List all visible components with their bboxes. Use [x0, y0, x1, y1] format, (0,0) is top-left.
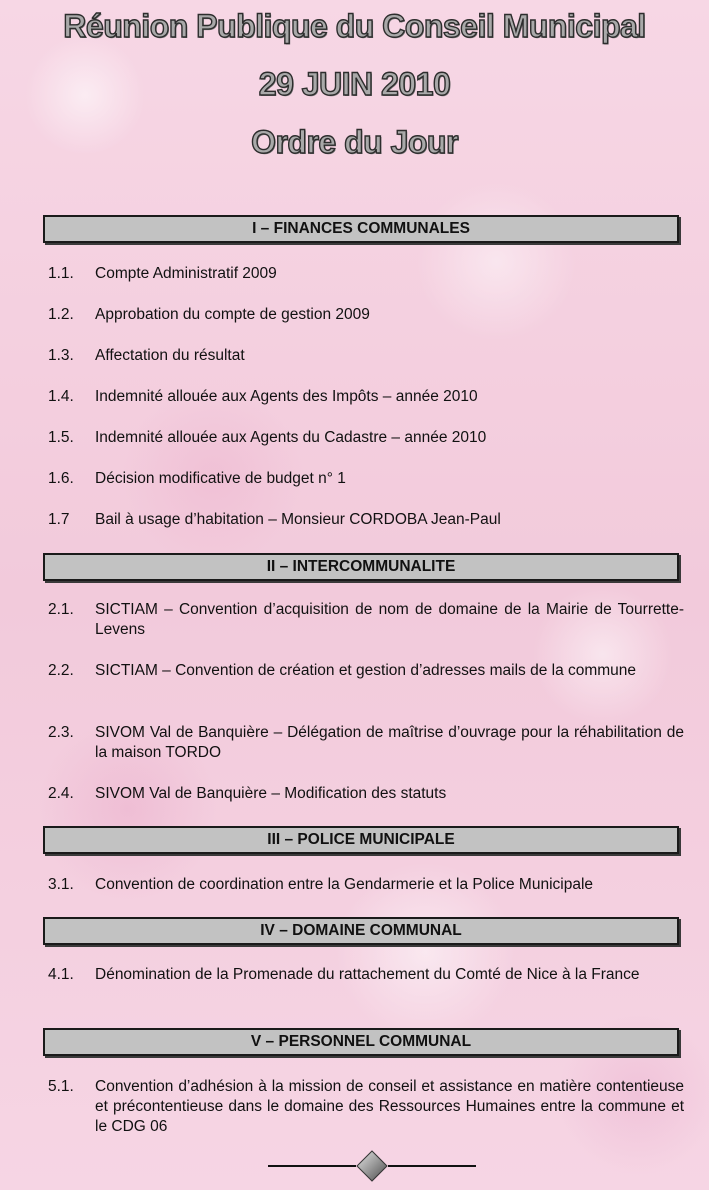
item-text: SICTIAM – Convention de création et gestion d’adresses mails de la commune	[95, 662, 637, 679]
section-heading-police: III – POLICE MUNICIPALE	[43, 826, 679, 854]
item-text: Indemnité allouée aux Agents du Cadastre – année 2010	[95, 429, 487, 446]
item-number: 1.1.	[48, 265, 74, 282]
item-text: Affectation du résultat	[95, 347, 245, 364]
item-text: Approbation du compte de gestion 2009	[95, 306, 370, 323]
item-number: 3.1.	[48, 876, 74, 893]
list-item	[48, 661, 684, 681]
section-heading-personnel: V – PERSONNEL COMMUNAL	[43, 1028, 679, 1056]
list-item	[48, 305, 684, 325]
item-text: SIVOM Val de Banquière – Modification des statuts	[95, 785, 447, 802]
item-number: 1.7	[48, 511, 70, 528]
list-item	[48, 469, 684, 489]
item-number: 1.6.	[48, 470, 74, 487]
list-item	[48, 784, 684, 804]
item-number: 2.4.	[48, 785, 74, 802]
item-number: 2.3.	[48, 724, 74, 741]
list-item	[48, 428, 684, 448]
list-item	[48, 1077, 684, 1137]
list-item	[48, 600, 684, 640]
diamond-ornament-icon	[268, 1148, 476, 1182]
item-number: 1.3.	[48, 347, 74, 364]
section-heading-domaine: IV – DOMAINE COMMUNAL	[43, 917, 679, 945]
item-text: Bail à usage d’habitation – Monsieur CORDOBA Jean-Paul	[95, 511, 501, 528]
section-heading-finances: I – FINANCES COMMUNALES	[43, 215, 679, 243]
list-item	[48, 510, 684, 530]
list-item	[48, 346, 684, 366]
item-text: Convention d’adhésion à la mission de conseil et assistance en matière contentieuse et précontentieuse dans le domaine des Ressources Humaines entre la commune et le CDG 06	[95, 1078, 684, 1135]
list-item	[48, 965, 684, 985]
item-text: SIVOM Val de Banquière – Délégation de maîtrise d’ouvrage pour la réhabilitation de la maison TORDO	[95, 724, 684, 761]
list-item	[48, 723, 684, 763]
item-number: 2.1.	[48, 601, 74, 618]
item-number: 1.2.	[48, 306, 74, 323]
list-item	[48, 264, 684, 284]
item-text: Dénomination de la Promenade du rattachement du Comté de Nice à la France	[95, 966, 640, 983]
item-text: Convention de coordination entre la Gendarmerie et la Police Municipale	[95, 876, 594, 893]
item-text: Décision modificative de budget n° 1	[95, 470, 346, 487]
item-number: 2.2.	[48, 662, 74, 679]
item-number: 1.4.	[48, 388, 74, 405]
list-item	[48, 387, 684, 407]
item-number: 4.1.	[48, 966, 74, 983]
page-title: Réunion Publique du Conseil Municipal	[63, 8, 646, 44]
item-text: Compte Administratif 2009	[95, 265, 277, 282]
section-heading-intercommunalite: II – INTERCOMMUNALITE	[43, 553, 679, 581]
item-text: Indemnité allouée aux Agents des Impôts – année 2010	[95, 388, 478, 405]
item-text: SICTIAM – Convention d’acquisition de nom de domaine de la Mairie de Tourrette-Levens	[95, 601, 684, 638]
item-number: 5.1.	[48, 1078, 74, 1095]
item-number: 1.5.	[48, 429, 74, 446]
list-item	[48, 875, 684, 895]
page-subtitle: Ordre du Jour	[251, 124, 458, 160]
meeting-date: 29 JUIN 2010	[258, 66, 451, 102]
